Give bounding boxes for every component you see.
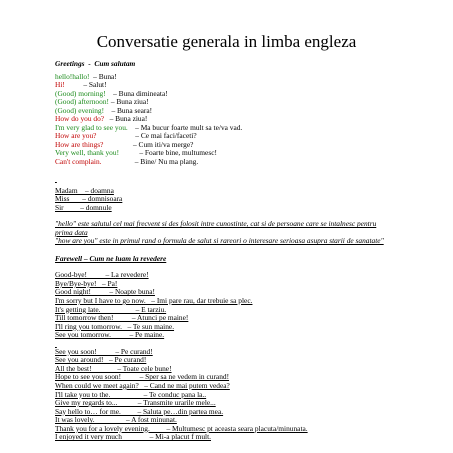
list-item: All the best! – Toate cele bune! [55,363,172,373]
english-phrase: Hi! [55,80,65,90]
list-item: It's getting late. – E tarziu. [55,304,167,314]
note-text: "hello" este salutul cel mai frecvent si des folosit intre cunostinte, cat si de persoane care se intalnesc pentru prima data [55,219,377,237]
list-item: Good night! – Noapte buna! [55,287,155,297]
english-phrase: hello!hallo! [55,71,90,81]
document-body [55,60,385,442]
list-item: Till tomorrow then! – Atunci pe maine! [55,313,189,323]
english-phrase: Very well, thank you! [55,148,120,158]
english-phrase: Can't complain. [55,157,102,167]
list-item: Thank you for a lovely evening. – Multumesc pt aceasta seara placuta/minunata. [55,423,308,433]
list-item: Madam – doamna [55,185,114,195]
romanian-translation: – Ma bucur foarte mult sa te/va vad. [127,122,243,132]
list-item: Miss – domnisoara [55,194,123,204]
romanian-translation: – Ce mai faci/faceti? [96,131,197,141]
romanian-translation: – Buna! [89,71,117,81]
list-item: See you tomorrow. – Pe maine. [55,330,165,340]
english-phrase: How are you? [55,131,97,141]
romanian-translation: – Buna ziua! [108,97,149,107]
list-item: Say hello to… for me. – Saluta pe…din partea mea. [55,406,224,416]
romanian-translation: – Bine/ Nu ma plang. [101,157,199,167]
list-item: I'll ring you tomorrow. – Te sun maine. [55,321,175,331]
greetings-list [55,73,385,167]
romanian-translation: – Buna ziua! [104,114,148,124]
romanian-translation: – Foarte bine, multumesc! [119,148,217,158]
english-phrase: How are things? [55,139,104,149]
list-item: Sir – domnule [55,202,112,212]
list-item: I enjoyed it very much – Mi-a placut f mult. [55,432,211,442]
english-phrase: I'm very glad to see you. [55,122,128,132]
list-item: Hope to see you soon! – Sper sa ne vedem in curand! [55,372,230,382]
note-how-are-you [55,237,385,246]
list-item [55,158,385,167]
list-item: Good-bye! – La revedere! [55,270,149,280]
section-heading-farewell: Farewell – Cum ne luam la revedere [55,253,167,263]
romanian-translation: – Cum iti/va merge? [103,139,194,149]
list-item: I'm sorry but I have to go now. – Imi pare rau, dar trebuie sa plec. [55,296,253,306]
list-item: I'll take you to the. – Te conduc pana la.. [55,389,207,399]
farewell-list [55,271,385,339]
list-item: Bye/Bye-bye! – Pa! [55,278,118,288]
farewell-list-2 [55,348,385,442]
list-item: Give my regards to... – Transmite urarile mele... [55,398,216,408]
list-item: See you soon! – Pe curand! [55,346,153,356]
section-heading-greetings: Greetings - Cum salutam [55,59,136,68]
romanian-translation: – Buna seara! [104,105,153,115]
english-phrase: (Good) afternoon! [55,97,109,107]
note-text: "how are you" este in primul rand o formula de salut si rareori o interesare serioasa asupra starii de sanatate" [55,236,384,246]
list-item: See you around! – Pe curand! [55,355,147,365]
titles-list [55,187,385,213]
blank-underline [55,175,385,181]
english-phrase: How do you do? [55,114,105,124]
romanian-translation: – Buna dimineata! [105,88,168,98]
list-item: When could we meet again? – Cand ne mai putem vedea? [55,380,230,390]
romanian-translation: – Salut! [64,80,107,90]
list-item: It was lovely. – A fost minunat. [55,415,177,425]
english-phrase: (Good) evening! [55,105,105,115]
document-title: Conversatie generala in limba engleza [96,32,357,51]
note-hello [55,220,385,237]
english-phrase: (Good) morning! [55,88,106,98]
